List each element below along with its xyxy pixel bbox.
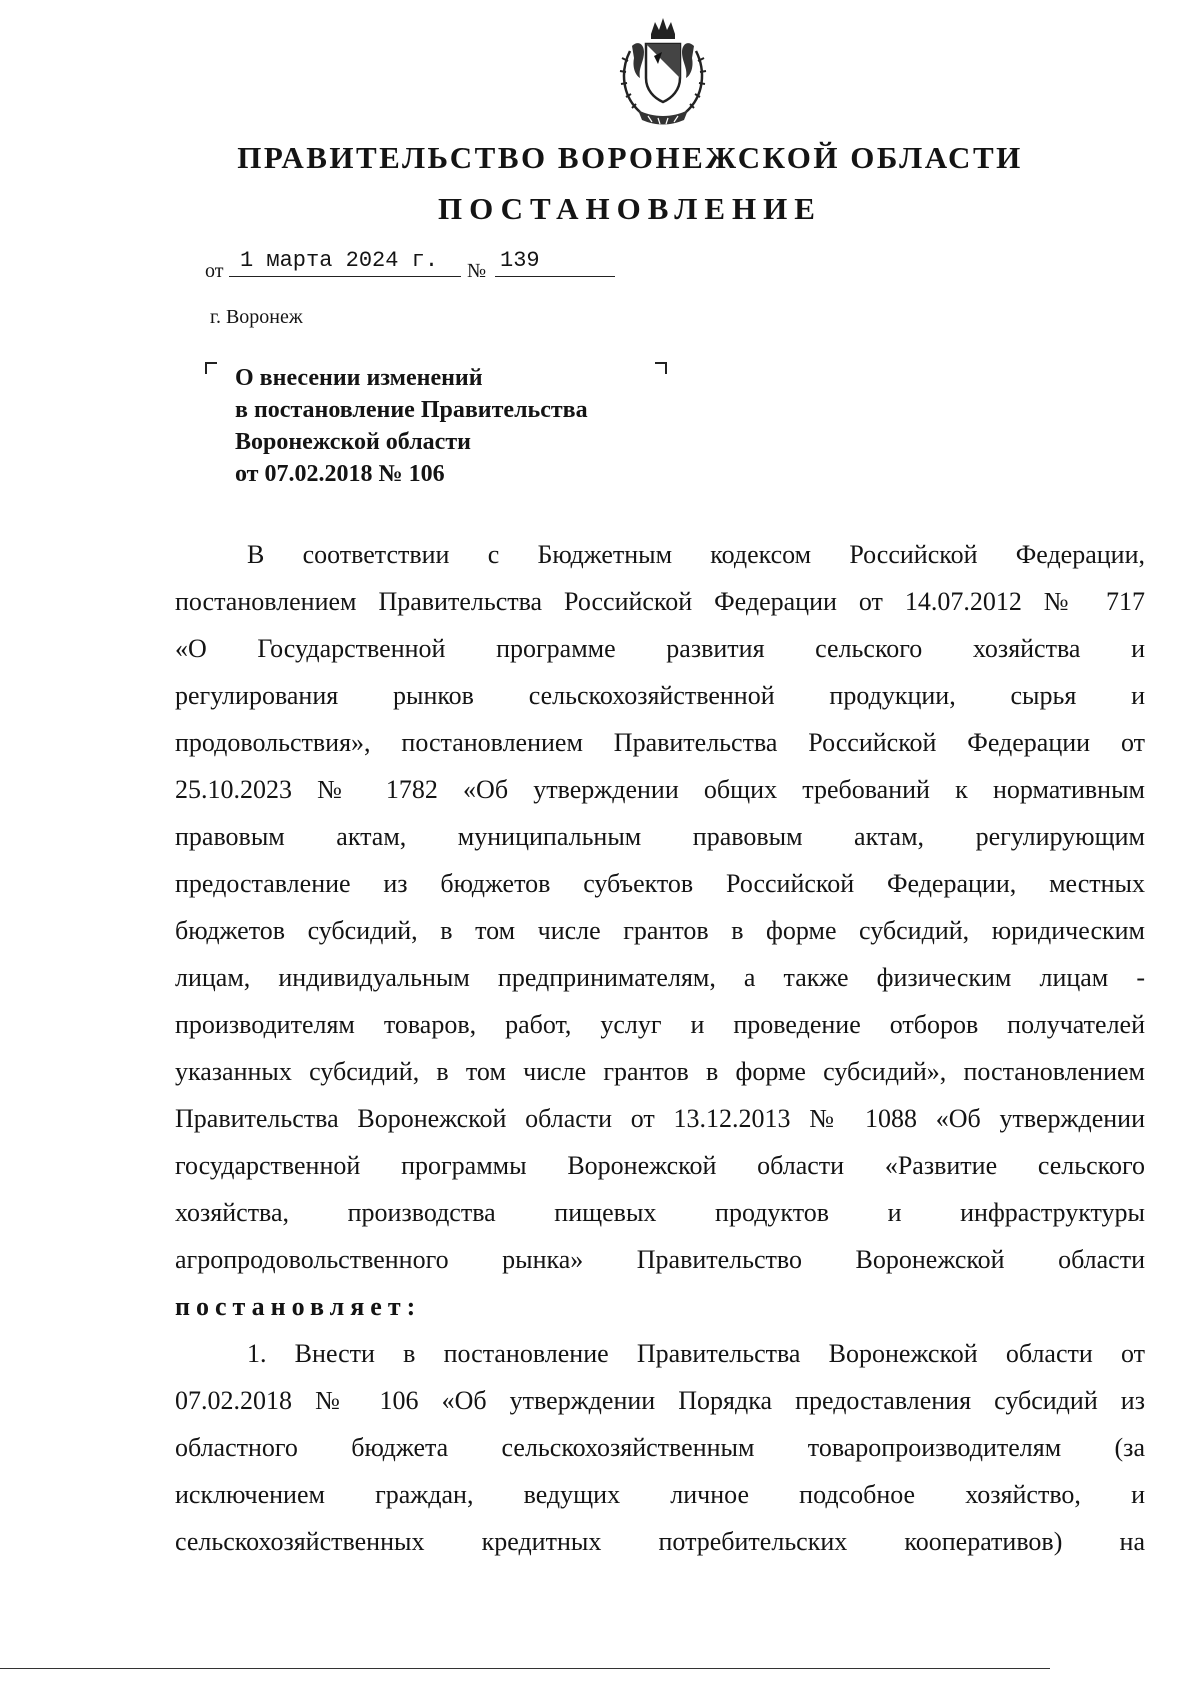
subject-line: Воронежской области (235, 429, 471, 455)
subject-line: от 07.02.2018 № 106 (235, 461, 445, 487)
subject-line: в постановление Правительства (235, 397, 588, 423)
body-line: хозяйства, производства пищевых продуктов и инфраструктуры (175, 1198, 1145, 1227)
city-label: г. Воронеж (210, 306, 303, 328)
body-line: регулирования рынков сельскохозяйственной продукции, сырья и (175, 681, 1145, 710)
subject-bracket-left (205, 362, 217, 374)
body-line: Правительства Воронежской области от 13.12.2013 № 1088 «Об утверждении (175, 1104, 1145, 1133)
body-line: «О Государственной программе развития сельского хозяйства и (175, 634, 1145, 663)
body-line: 25.10.2023 № 1782 «Об утверждении общих требований к нормативным (175, 775, 1145, 804)
item-line: областного бюджета сельскохозяйственным товаропроизводителям (за (175, 1433, 1145, 1462)
subject-line: О внесении изменений (235, 365, 483, 391)
body-line: бюджетов субсидий, в том числе грантов в форме субсидий, юридическим (175, 916, 1145, 945)
body-line: правовым актам, муниципальным правовым актам, регулирующим (175, 822, 1145, 851)
item-line: 07.02.2018 № 106 «Об утверждении Порядка предоставления субсидий из (175, 1386, 1145, 1415)
body-line: лицам, индивидуальным предпринимателям, а также физическим лицам - (175, 963, 1145, 992)
document-number: 139 (500, 248, 540, 273)
body-line: указанных субсидий, в том числе грантов в форме субсидий», постановлением (175, 1057, 1145, 1086)
resolves-line (175, 1283, 1145, 1330)
date-number-row (205, 244, 685, 284)
body-line: производителям товаров, работ, услуг и проведение отборов получателей (175, 1010, 1145, 1039)
body-line: В соответствии с Бюджетным кодексом Российской Федерации, (247, 540, 1145, 569)
item-line: исключением граждан, ведущих личное подсобное хозяйство, и (175, 1480, 1145, 1509)
body-line: постановлением Правительства Российской Федерации от 14.07.2012 № 717 (175, 587, 1145, 616)
item-line: 1. Внести в постановление Правительства Воронежской области от (247, 1339, 1145, 1368)
document-date: 1 марта 2024 г. (240, 248, 439, 273)
coat-of-arms-icon (618, 16, 708, 128)
body-line: агропродовольственного рынка» Правительство Воронежской области (175, 1245, 1145, 1274)
body-line: продовольствия», постановлением Правительства Российской Федерации от (175, 728, 1145, 757)
document-type-title: ПОСТАНОВЛЕНИЕ (438, 191, 822, 226)
body-line: предоставление из бюджетов субъектов Российской Федерации, местных (175, 869, 1145, 898)
item-line: сельскохозяйственных кредитных потребительских кооперативов) на (175, 1527, 1145, 1556)
page-bottom-rule (0, 1668, 1050, 1669)
number-underline (495, 276, 615, 277)
body-line: государственной программы Воронежской области «Развитие сельского (175, 1151, 1145, 1180)
document-body (175, 531, 1145, 1565)
resolves-word: постановляет: (175, 1292, 422, 1321)
subject-bracket-right (655, 362, 667, 374)
number-prefix: № (467, 260, 487, 282)
government-name: ПРАВИТЕЛЬСТВО ВОРОНЕЖСКОЙ ОБЛАСТИ (237, 140, 1023, 175)
document-subject (235, 362, 588, 490)
date-underline (229, 276, 461, 277)
date-prefix: от (205, 260, 224, 282)
